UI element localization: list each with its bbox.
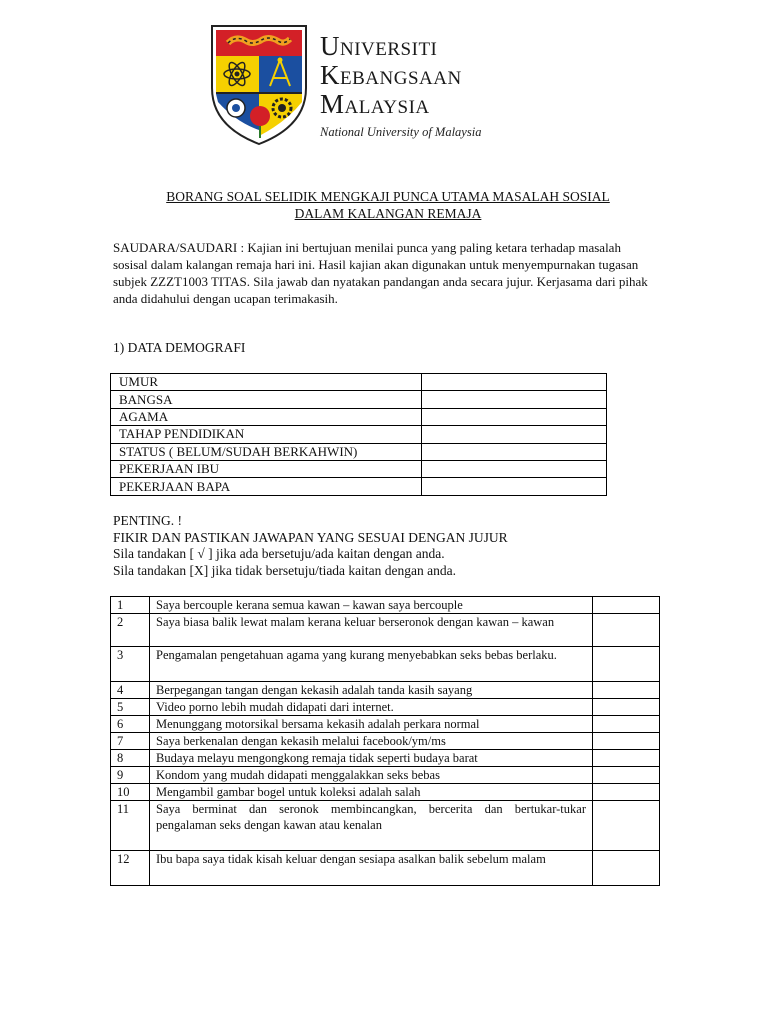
- demographic-row: [111, 408, 607, 425]
- question-text: Mengambil gambar bogel untuk koleksi adalah salah: [150, 784, 593, 801]
- instructions: [113, 513, 673, 579]
- question-number: 6: [111, 716, 150, 733]
- demographic-row: [111, 374, 607, 391]
- question-text: Menunggang motorsikal bersama kekasih adalah perkara normal: [150, 716, 593, 733]
- question-row: [111, 682, 660, 699]
- question-row: [111, 767, 660, 784]
- question-row: [111, 614, 660, 647]
- question-text: Video porno lebih mudah didapati dari internet.: [150, 699, 593, 716]
- title-line2: DALAM KALANGAN REMAJA: [294, 206, 482, 221]
- demographic-row: [111, 460, 607, 477]
- note-think: FIKIR DAN PASTIKAN JAWAPAN YANG SESUAI DENGAN JUJUR: [113, 529, 508, 545]
- question-row: [111, 784, 660, 801]
- demographic-answer-field[interactable]: [422, 443, 607, 460]
- university-name: [320, 32, 481, 140]
- question-row: [111, 699, 660, 716]
- question-answer-box[interactable]: [593, 801, 660, 851]
- question-text: Pengamalan pengetahuan agama yang kurang menyebabkan seks bebas berlaku.: [150, 647, 593, 682]
- question-answer-box[interactable]: [593, 699, 660, 716]
- university-name-line1: Universiti: [320, 31, 438, 61]
- demographic-label: UMUR: [111, 374, 422, 391]
- question-number: 4: [111, 682, 150, 699]
- demographic-label: PEKERJAAN BAPA: [111, 478, 422, 495]
- question-text: Saya berminat dan seronok membincangkan, bercerita dan bertukar-tukar pengalaman seks dengan kawan atau kenalan: [150, 801, 593, 851]
- demographic-row: [111, 391, 607, 408]
- question-number: 11: [111, 801, 150, 851]
- question-number: 1: [111, 597, 150, 614]
- demographic-label: AGAMA: [111, 408, 422, 425]
- demographic-row: [111, 426, 607, 443]
- question-row: [111, 851, 660, 886]
- title-line1: BORANG SOAL SELIDIK MENGKAJI PUNCA UTAMA MASALAH SOSIAL: [166, 189, 610, 204]
- question-number: 5: [111, 699, 150, 716]
- question-row: [111, 750, 660, 767]
- question-text: Saya berkenalan dengan kekasih melalui facebook/ym/ms: [150, 733, 593, 750]
- question-text: Kondom yang mudah didapati menggalakkan seks bebas: [150, 767, 593, 784]
- question-number: 12: [111, 851, 150, 886]
- question-row: [111, 647, 660, 682]
- question-number: 7: [111, 733, 150, 750]
- question-answer-box[interactable]: [593, 784, 660, 801]
- demographic-label: PEKERJAAN IBU: [111, 460, 422, 477]
- ukm-crest-icon: [206, 22, 312, 146]
- question-answer-box[interactable]: [593, 733, 660, 750]
- university-subtitle: National University of Malaysia: [320, 125, 482, 139]
- question-text: Ibu bapa saya tidak kisah keluar dengan sesiapa asalkan balik sebelum malam: [150, 851, 593, 886]
- question-row: [111, 801, 660, 851]
- question-number: 2: [111, 614, 150, 647]
- demographic-label: TAHAP PENDIDIKAN: [111, 426, 422, 443]
- question-answer-box[interactable]: [593, 716, 660, 733]
- intro-paragraph: SAUDARA/SAUDARI : Kajian ini bertujuan menilai punca yang paling ketara terhadap masalah sosisal dalam kalangan remaja hari ini. Hasil kajian akan digunakan untuk menyempurnakan tugasan subjek ZZZT1003 TITAS. Sila jawab dan nyatakan pandangan anda secara jujur. Kerjasama dari pihak anda didahului dengan ucapan terimakasih.: [113, 240, 648, 306]
- question-number: 10: [111, 784, 150, 801]
- question-text: Berpegangan tangan dengan kekasih adalah tanda kasih sayang: [150, 682, 593, 699]
- demographic-row: [111, 478, 607, 495]
- question-answer-box[interactable]: [593, 767, 660, 784]
- university-logo: [206, 22, 496, 150]
- demographic-label: BANGSA: [111, 391, 422, 408]
- questions-table: [110, 596, 660, 886]
- document-title: [108, 188, 668, 222]
- question-answer-box[interactable]: [593, 597, 660, 614]
- question-text: Saya bercouple kerana semua kawan – kawan saya bercouple: [150, 597, 593, 614]
- question-answer-box[interactable]: [593, 647, 660, 682]
- question-number: 8: [111, 750, 150, 767]
- question-answer-box[interactable]: [593, 851, 660, 886]
- question-answer-box[interactable]: [593, 614, 660, 647]
- demographics-table: [110, 373, 607, 496]
- demographic-answer-field[interactable]: [422, 374, 607, 391]
- question-number: 3: [111, 647, 150, 682]
- demographic-answer-field[interactable]: [422, 426, 607, 443]
- demographic-answer-field[interactable]: [422, 478, 607, 495]
- demographic-answer-field[interactable]: [422, 391, 607, 408]
- demographic-answer-field[interactable]: [422, 460, 607, 477]
- note-important: PENTING. !: [113, 513, 182, 528]
- demographic-row: [111, 443, 607, 460]
- section-title: 1) DATA DEMOGRAFI: [113, 340, 246, 355]
- demographic-answer-field[interactable]: [422, 408, 607, 425]
- demographic-label: STATUS ( BELUM/SUDAH BERKAHWIN): [111, 443, 422, 460]
- question-row: [111, 733, 660, 750]
- note-tick: Sila tandakan [ √ ] jika ada bersetuju/ada kaitan dengan anda.: [113, 546, 445, 561]
- question-text: Budaya melayu mengongkong remaja tidak seperti budaya barat: [150, 750, 593, 767]
- question-answer-box[interactable]: [593, 682, 660, 699]
- question-row: [111, 597, 660, 614]
- university-name-line3: Malaysia: [320, 89, 430, 119]
- question-row: [111, 716, 660, 733]
- university-name-line2: Kebangsaan: [320, 60, 462, 90]
- question-text: Saya biasa balik lewat malam kerana keluar berseronok dengan kawan – kawan: [150, 614, 593, 647]
- question-answer-box[interactable]: [593, 750, 660, 767]
- note-cross: Sila tandakan [X] jika tidak bersetuju/tiada kaitan dengan anda.: [113, 562, 457, 578]
- question-number: 9: [111, 767, 150, 784]
